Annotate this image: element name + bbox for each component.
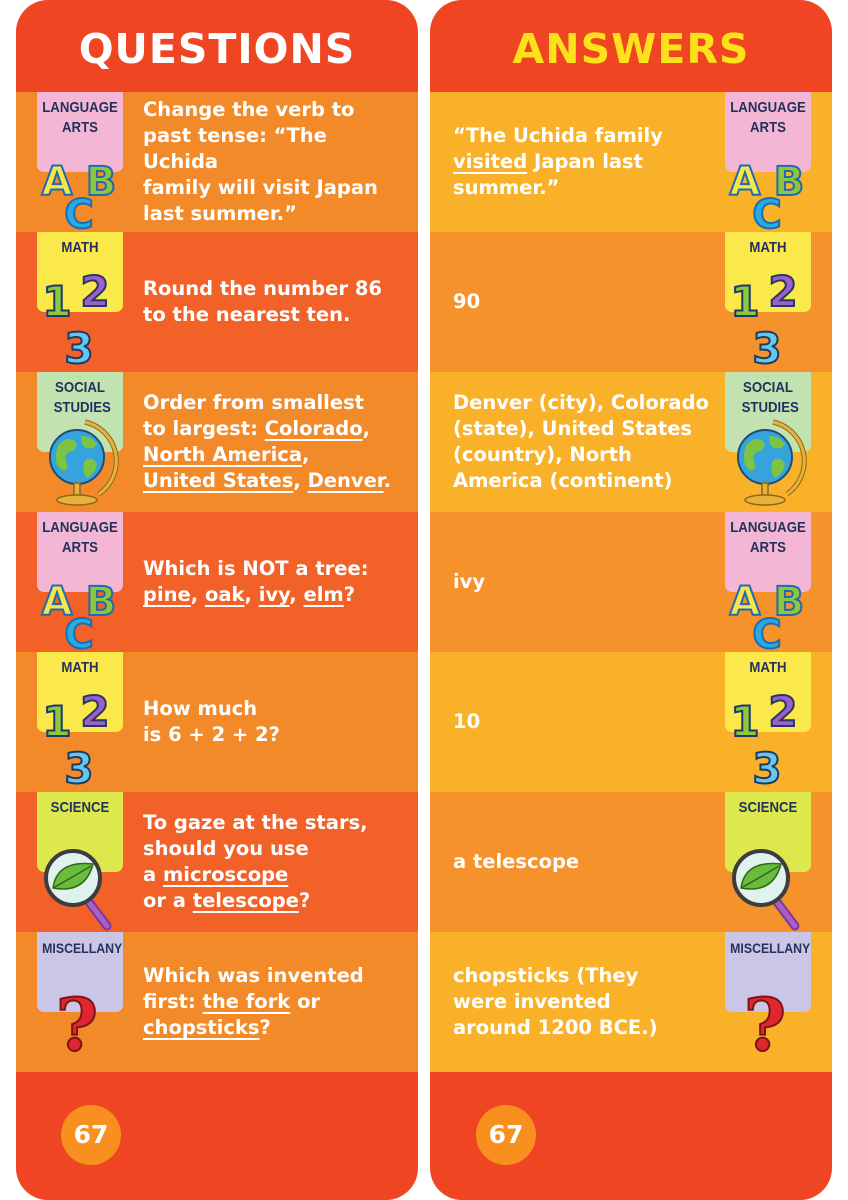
text-run: family will visit Japan xyxy=(143,176,378,199)
category-label: MATH xyxy=(61,239,99,256)
underlined-term: chopsticks xyxy=(143,1016,260,1039)
underlined-term: microscope xyxy=(162,863,289,886)
abc-letters-icon xyxy=(37,92,123,232)
question-text xyxy=(143,652,404,792)
text-run: first: xyxy=(143,990,203,1013)
abc-letters-icon xyxy=(725,512,811,652)
text-run: 10 xyxy=(453,710,481,733)
category-label: MATH xyxy=(61,659,99,676)
123-numbers-icon xyxy=(725,652,811,792)
questions-list xyxy=(16,92,418,1072)
category-badge xyxy=(725,652,811,792)
text-run: (state), United States xyxy=(453,417,693,440)
magnifying-glass-leaf-icon xyxy=(37,792,123,932)
underlined-term: United States xyxy=(143,469,294,492)
text-run: ? xyxy=(343,583,356,606)
text-run: . xyxy=(383,469,392,492)
category-badge xyxy=(37,512,123,652)
magnifying-glass-leaf-icon xyxy=(725,792,811,932)
page-number: 67 xyxy=(476,1105,536,1165)
answer-row xyxy=(430,792,832,932)
answers-list xyxy=(430,92,832,1072)
text-run: Japan last xyxy=(527,150,643,173)
answer-text xyxy=(453,792,710,932)
underlined-term: oak xyxy=(204,583,245,606)
text-run: were invented xyxy=(453,990,611,1013)
underlined-term: North America xyxy=(143,443,302,466)
underlined-term: the fork xyxy=(202,990,291,1013)
text-run: or a xyxy=(143,889,193,912)
text-run: Round the number 86 xyxy=(143,277,382,300)
question-text xyxy=(143,92,404,232)
text-run: a xyxy=(143,863,163,886)
text-run: ? xyxy=(259,1016,271,1039)
category-badge xyxy=(37,652,123,792)
text-run: , xyxy=(293,469,308,492)
text-run: Which was invented xyxy=(143,964,364,987)
category-badge xyxy=(725,92,811,232)
answer-text xyxy=(453,92,710,232)
answer-text xyxy=(453,932,710,1072)
underlined-term: elm xyxy=(303,583,344,606)
123-numbers-icon xyxy=(37,232,123,372)
text-run: ? xyxy=(298,889,311,912)
underlined-term: Colorado xyxy=(264,417,363,440)
text-run: America (continent) xyxy=(453,469,673,492)
text-run: “The Uchida family xyxy=(453,124,663,147)
text-run: , xyxy=(289,583,304,606)
answer-row xyxy=(430,372,832,512)
answer-row xyxy=(430,92,832,232)
category-badge xyxy=(37,932,123,1072)
text-run: chopsticks (They xyxy=(453,964,639,987)
question-row xyxy=(16,652,418,792)
text-run: last summer.” xyxy=(143,202,297,225)
underlined-term: ivy xyxy=(258,583,290,606)
category-label: LANGUAGE ARTS xyxy=(42,519,118,556)
answer-text xyxy=(453,372,710,512)
category-label: SOCIAL STUDIES xyxy=(53,379,111,416)
text-run: Change the verb to xyxy=(143,98,355,121)
category-badge xyxy=(37,232,123,372)
category-label: SCIENCE xyxy=(50,799,110,816)
text-run: 90 xyxy=(453,290,481,313)
text-run: to the nearest ten. xyxy=(143,303,351,326)
category-badge xyxy=(725,372,811,512)
underlined-term: telescope xyxy=(192,889,299,912)
text-run: Order from smallest xyxy=(143,391,364,414)
category-badge xyxy=(37,792,123,932)
text-run: , xyxy=(190,583,205,606)
category-label: LANGUAGE ARTS xyxy=(42,99,118,136)
abc-letters-icon xyxy=(725,92,811,232)
question-row xyxy=(16,372,418,512)
answer-row xyxy=(430,232,832,372)
text-run: past tense: “The Uchida xyxy=(143,124,327,173)
category-label: MISCELLANY xyxy=(730,940,811,956)
text-run: a telescope xyxy=(453,850,580,873)
question-text xyxy=(143,932,404,1072)
text-run: Which is NOT a tree: xyxy=(143,557,369,580)
questions-title: QUESTIONS xyxy=(78,25,356,73)
question-row xyxy=(16,92,418,232)
question-row xyxy=(16,232,418,372)
category-label: MATH xyxy=(749,239,787,256)
text-run: or xyxy=(290,990,321,1013)
question-row xyxy=(16,932,418,1072)
category-label: LANGUAGE ARTS xyxy=(730,519,806,556)
question-text xyxy=(143,512,404,652)
text-run: To gaze at the stars, xyxy=(143,811,368,834)
category-badge xyxy=(37,372,123,512)
questions-card xyxy=(16,0,418,1200)
question-row xyxy=(16,792,418,932)
underlined-term: visited xyxy=(453,150,528,173)
category-label: SCIENCE xyxy=(738,799,798,816)
globe-icon xyxy=(37,372,123,512)
answer-text xyxy=(453,652,710,792)
text-run: ivy xyxy=(453,570,486,593)
answer-row xyxy=(430,652,832,792)
answers-title: ANSWERS xyxy=(512,25,750,73)
underlined-term: pine xyxy=(143,583,191,606)
answers-card xyxy=(430,0,832,1200)
text-run: summer.” xyxy=(453,176,560,199)
text-run: , xyxy=(244,583,259,606)
text-run: (country), North xyxy=(453,443,632,466)
text-run: How much xyxy=(143,697,258,720)
category-label: SOCIAL STUDIES xyxy=(741,379,799,416)
question-text xyxy=(143,792,404,932)
text-run: to largest: xyxy=(143,417,265,440)
answer-text xyxy=(453,232,710,372)
category-label: MATH xyxy=(749,659,787,676)
question-text xyxy=(143,232,404,372)
question-mark-icon xyxy=(725,932,811,1072)
category-badge xyxy=(725,932,811,1072)
answer-row xyxy=(430,932,832,1072)
text-run: , xyxy=(362,417,371,440)
123-numbers-icon xyxy=(37,652,123,792)
text-run: Denver (city), Colorado xyxy=(453,391,709,414)
abc-letters-icon xyxy=(37,512,123,652)
text-run: around 1200 BCE.) xyxy=(453,1016,658,1039)
question-mark-icon xyxy=(37,932,123,1072)
category-badge xyxy=(725,232,811,372)
category-label: LANGUAGE ARTS xyxy=(730,99,806,136)
category-badge xyxy=(725,512,811,652)
underlined-term: Denver xyxy=(307,469,384,492)
text-run: is 6 + 2 + 2? xyxy=(143,723,280,746)
globe-icon xyxy=(725,372,811,512)
answer-row xyxy=(430,512,832,652)
category-label: MISCELLANY xyxy=(42,940,123,956)
123-numbers-icon xyxy=(725,232,811,372)
text-run: should you use xyxy=(143,837,309,860)
question-row xyxy=(16,512,418,652)
page-number: 67 xyxy=(61,1105,121,1165)
text-run: , xyxy=(301,443,310,466)
category-badge xyxy=(37,92,123,232)
category-badge xyxy=(725,792,811,932)
answer-text xyxy=(453,512,710,652)
question-text xyxy=(143,372,404,512)
